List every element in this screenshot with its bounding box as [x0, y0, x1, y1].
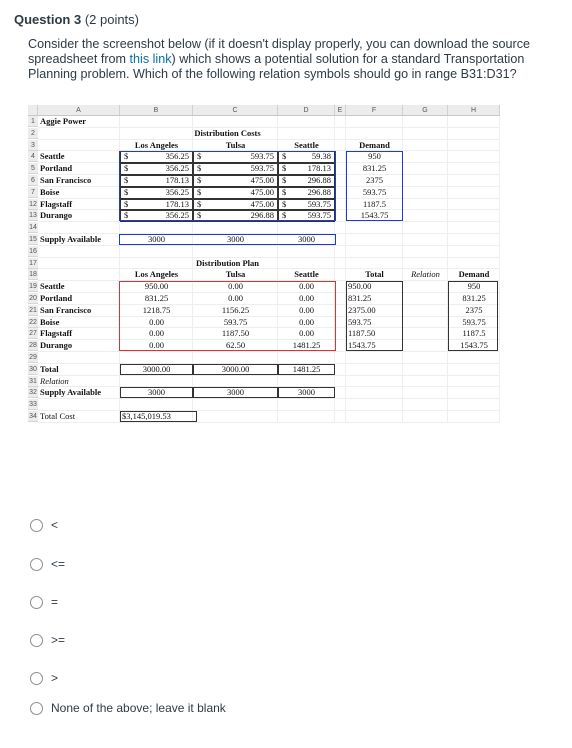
column-total-border: [278, 364, 335, 375]
plan-header-tulsa: Tulsa: [225, 269, 246, 280]
row-number-15: 15: [29, 236, 37, 243]
cost-value: 356.25: [165, 186, 189, 197]
row-number-21: 21: [29, 306, 37, 314]
plan-demand-value: 1187.5: [462, 328, 486, 339]
supply-value-2: 3000: [298, 387, 315, 398]
row-number-28: 28: [29, 342, 37, 350]
cost-value: 475.00: [250, 175, 274, 185]
plan-value: 0.00: [299, 281, 314, 292]
plan-total-value: 593.75: [348, 316, 372, 327]
cost-value: 593.75: [250, 163, 274, 174]
row-number-12: 12: [29, 200, 37, 208]
supply-value: 3000: [148, 234, 165, 244]
answer-option-5[interactable]: [30, 670, 58, 686]
plan-header-seattle: Seattle: [294, 269, 319, 280]
supply-value: 3000: [298, 234, 315, 244]
dollar-sign: $: [282, 175, 287, 185]
header-los-angeles: Los Angeles: [134, 139, 179, 150]
cost-value: 593.75: [250, 151, 274, 162]
cost-value: 296.88: [250, 210, 274, 221]
demand-value: 2375: [366, 175, 383, 185]
plan-value: 831.25: [144, 293, 169, 303]
radio-button[interactable]: [30, 634, 43, 647]
answer-option-label: >=: [51, 633, 66, 647]
plan-header-relation: Relation: [411, 269, 440, 280]
dollar-sign: $: [197, 175, 202, 185]
row-number-22: 22: [29, 318, 37, 326]
plan-range-highlight: [119, 281, 336, 351]
cost-value: 475.00: [250, 186, 274, 197]
dollar-sign: $: [197, 163, 202, 174]
plan-value: 0.00: [149, 328, 164, 339]
cost-value: 178.13: [165, 198, 189, 209]
sheet-corner: [28, 105, 38, 116]
row-number-5: 5: [28, 163, 38, 174]
dollar-sign: $: [282, 163, 287, 174]
answer-option-label: <: [51, 518, 59, 532]
plan-value: 1156.25: [221, 304, 250, 315]
demand-value: 1543.75: [360, 210, 389, 221]
row-number-4: 4: [28, 151, 38, 162]
row-number-3: 3: [28, 140, 38, 151]
column-total-value: 1481.25: [292, 363, 321, 374]
row-number-18: 18: [29, 271, 37, 279]
question-points: (2 points): [84, 12, 140, 27]
column-header-h: H: [448, 105, 500, 116]
column-header-g: G: [403, 105, 448, 116]
column-header-e: E: [335, 105, 346, 116]
plan-header-demand: Demand: [458, 269, 490, 280]
plan-city-label: Portland: [40, 293, 73, 303]
supply-value-2: 3000: [227, 387, 244, 398]
row-number-17: 17: [29, 259, 37, 267]
plan-value: 62.50: [225, 340, 246, 351]
dollar-sign: $: [197, 198, 202, 209]
dollar-sign: $: [124, 151, 129, 162]
column-total-border: [120, 364, 193, 375]
plan-value: 0.00: [149, 316, 164, 327]
plan-value: 0.00: [299, 293, 314, 303]
cost-value: 593.75: [307, 210, 331, 221]
row-number-1: 1: [28, 116, 38, 127]
row-number-19: 19: [29, 283, 37, 291]
answer-option-2[interactable]: [30, 556, 65, 572]
answer-option-label: >: [51, 671, 59, 685]
plan-total-value: 831.25: [348, 293, 372, 303]
plan-total-value: 2375.00: [348, 304, 376, 315]
dollar-sign: $: [197, 186, 202, 197]
plan-demand-border: [448, 281, 498, 351]
plan-value: 1481.25: [292, 340, 321, 351]
column-header-d: D: [278, 105, 335, 116]
total-cost-label: Total Cost: [40, 411, 76, 421]
city-label: Boise: [40, 186, 60, 197]
row-number-2: 2: [28, 128, 38, 139]
demand-value: 593.75: [362, 186, 387, 197]
plan-value: 0.00: [299, 304, 314, 315]
dollar-sign: $: [197, 210, 202, 221]
answer-option-1[interactable]: [30, 517, 58, 533]
plan-city-label: Boise: [40, 316, 60, 327]
header-seattle: Seattle: [294, 139, 319, 150]
plan-header-los-angeles: Los Angeles: [134, 269, 179, 280]
answer-option-label: =: [51, 595, 59, 609]
radio-button[interactable]: [30, 702, 43, 715]
city-label: Seattle: [40, 151, 65, 162]
cost-value: 356.25: [165, 151, 189, 162]
cost-value: 356.25: [165, 210, 189, 221]
row-number-7: 7: [28, 187, 38, 198]
column-header-b: B: [120, 105, 193, 116]
answer-option-4[interactable]: [30, 632, 65, 648]
spreadsheet-screenshot: [28, 105, 500, 493]
demand-value: 1187.5: [362, 198, 387, 209]
cost-value: 59.38: [311, 151, 331, 162]
plan-value: 0.00: [299, 328, 314, 339]
plan-demand-value: 2375: [465, 304, 483, 315]
cost-value: 356.25: [165, 163, 189, 174]
city-label: San Francisco: [40, 175, 92, 185]
radio-button[interactable]: [30, 672, 43, 685]
row-number-14: 14: [29, 224, 37, 232]
cost-value: 475.00: [250, 198, 274, 209]
dollar-sign: $: [282, 151, 287, 162]
column-header-f: F: [346, 105, 403, 116]
row-number-13: 13: [29, 212, 37, 220]
dollar-sign: $: [197, 151, 202, 162]
plan-value: 0.00: [149, 340, 164, 351]
cost-value: 593.75: [307, 198, 331, 209]
plan-value: 0.00: [299, 316, 314, 327]
costs-header: Distribution Costs: [194, 127, 261, 138]
demand-value: 831.25: [362, 163, 387, 174]
plan-value: 950.00: [144, 281, 169, 292]
question-title: [14, 12, 139, 27]
plan-header: Distribution Plan: [195, 257, 260, 268]
question-number: Question 3: [14, 12, 82, 27]
column-total-value: 3000.00: [142, 363, 171, 374]
dollar-sign: $: [124, 175, 129, 185]
city-label: Flagstaff: [40, 198, 73, 209]
column-total-border: [193, 364, 278, 375]
answer-option-6[interactable]: [30, 700, 226, 716]
supply-label-2: Supply Available: [40, 387, 102, 398]
radio-button[interactable]: [30, 596, 43, 609]
answer-option-label: None of the above; leave it blank: [51, 701, 226, 715]
row-number-20: 20: [29, 295, 37, 302]
demand-value: 950: [368, 151, 381, 162]
dollar-sign: $: [282, 198, 287, 209]
header-tulsa: Tulsa: [225, 139, 246, 150]
supply-2-border: [193, 387, 278, 398]
sheet-title: Aggie Power: [40, 116, 87, 126]
city-label: Portland: [40, 163, 73, 174]
plan-city-label: Seattle: [40, 281, 65, 292]
download-link[interactable]: this link: [129, 52, 172, 66]
question-text: [28, 37, 548, 82]
cost-range-highlight: [119, 151, 336, 221]
supply-2-border: [278, 387, 335, 398]
question-text-part1: Consider the screenshot below (if it doesn't display properly, you can download the source spreadsheet from: [28, 37, 531, 66]
row-number-30: 30: [29, 365, 37, 373]
row-number-27: 27: [29, 330, 37, 338]
supply-value: 3000: [227, 234, 244, 244]
question-text-part2: ) which shows a potential solution for a standard Transportation Planning problem. Which of the following relation symbols should go in range B31:D31?: [28, 52, 525, 81]
row-number-32: 32: [29, 389, 37, 397]
plan-city-label: Durango: [40, 340, 73, 351]
row-number-34: 34: [29, 413, 37, 420]
total-cost-border: [120, 411, 197, 422]
plan-city-label: San Francisco: [40, 304, 92, 315]
total-label: Total: [40, 363, 59, 374]
plan-demand-value: 1543.75: [460, 340, 488, 351]
supply-2-border: [120, 387, 193, 398]
dollar-sign: $: [124, 163, 129, 174]
supply-range-highlight: [119, 234, 336, 245]
row-number-16: 16: [29, 247, 37, 255]
header-demand: Demand: [359, 139, 390, 150]
plan-total-border: [346, 281, 403, 351]
plan-value: 0.00: [228, 281, 243, 292]
relation-label: Relation: [40, 375, 69, 386]
plan-header-total: Total: [365, 269, 384, 280]
total-cost-value: $3,145,019.53: [122, 411, 171, 421]
supply-label: Supply Available: [40, 234, 102, 244]
plan-total-value: 1543.75: [348, 340, 376, 351]
dollar-sign: $: [124, 186, 129, 197]
dollar-sign: $: [124, 210, 129, 221]
city-label: Durango: [40, 210, 73, 221]
column-total-value: 3000.00: [221, 363, 250, 374]
cost-value: 178.13: [307, 163, 331, 174]
plan-value: 0.00: [228, 293, 243, 303]
supply-value-2: 3000: [148, 387, 165, 398]
plan-value: 1218.75: [142, 304, 171, 315]
row-number-31: 31: [29, 377, 37, 385]
row-number-6: 6: [28, 175, 38, 186]
column-header-a: A: [38, 105, 120, 116]
row-number-33: 33: [29, 401, 37, 409]
plan-value: 593.75: [223, 316, 248, 327]
plan-city-label: Flagstaff: [40, 328, 73, 339]
plan-demand-value: 831.25: [462, 293, 486, 303]
plan-total-value: 950.00: [348, 281, 372, 292]
cost-value: 296.88: [307, 186, 331, 197]
plan-demand-value: 593.75: [462, 316, 486, 327]
cost-value: 178.13: [165, 175, 189, 185]
demand-range-highlight: [346, 151, 403, 221]
radio-button[interactable]: [30, 519, 43, 532]
dollar-sign: $: [282, 186, 287, 197]
row-number-29: 29: [29, 354, 37, 361]
answer-option-3[interactable]: [30, 594, 58, 610]
answer-option-label: <=: [51, 557, 66, 571]
dollar-sign: $: [124, 198, 129, 209]
cost-value: 296.88: [307, 175, 331, 185]
radio-button[interactable]: [30, 558, 43, 571]
plan-value: 1187.50: [221, 328, 250, 339]
plan-demand-value: 950: [467, 281, 481, 292]
plan-total-value: 1187.50: [348, 328, 376, 339]
dollar-sign: $: [282, 210, 287, 221]
column-header-c: C: [193, 105, 278, 116]
